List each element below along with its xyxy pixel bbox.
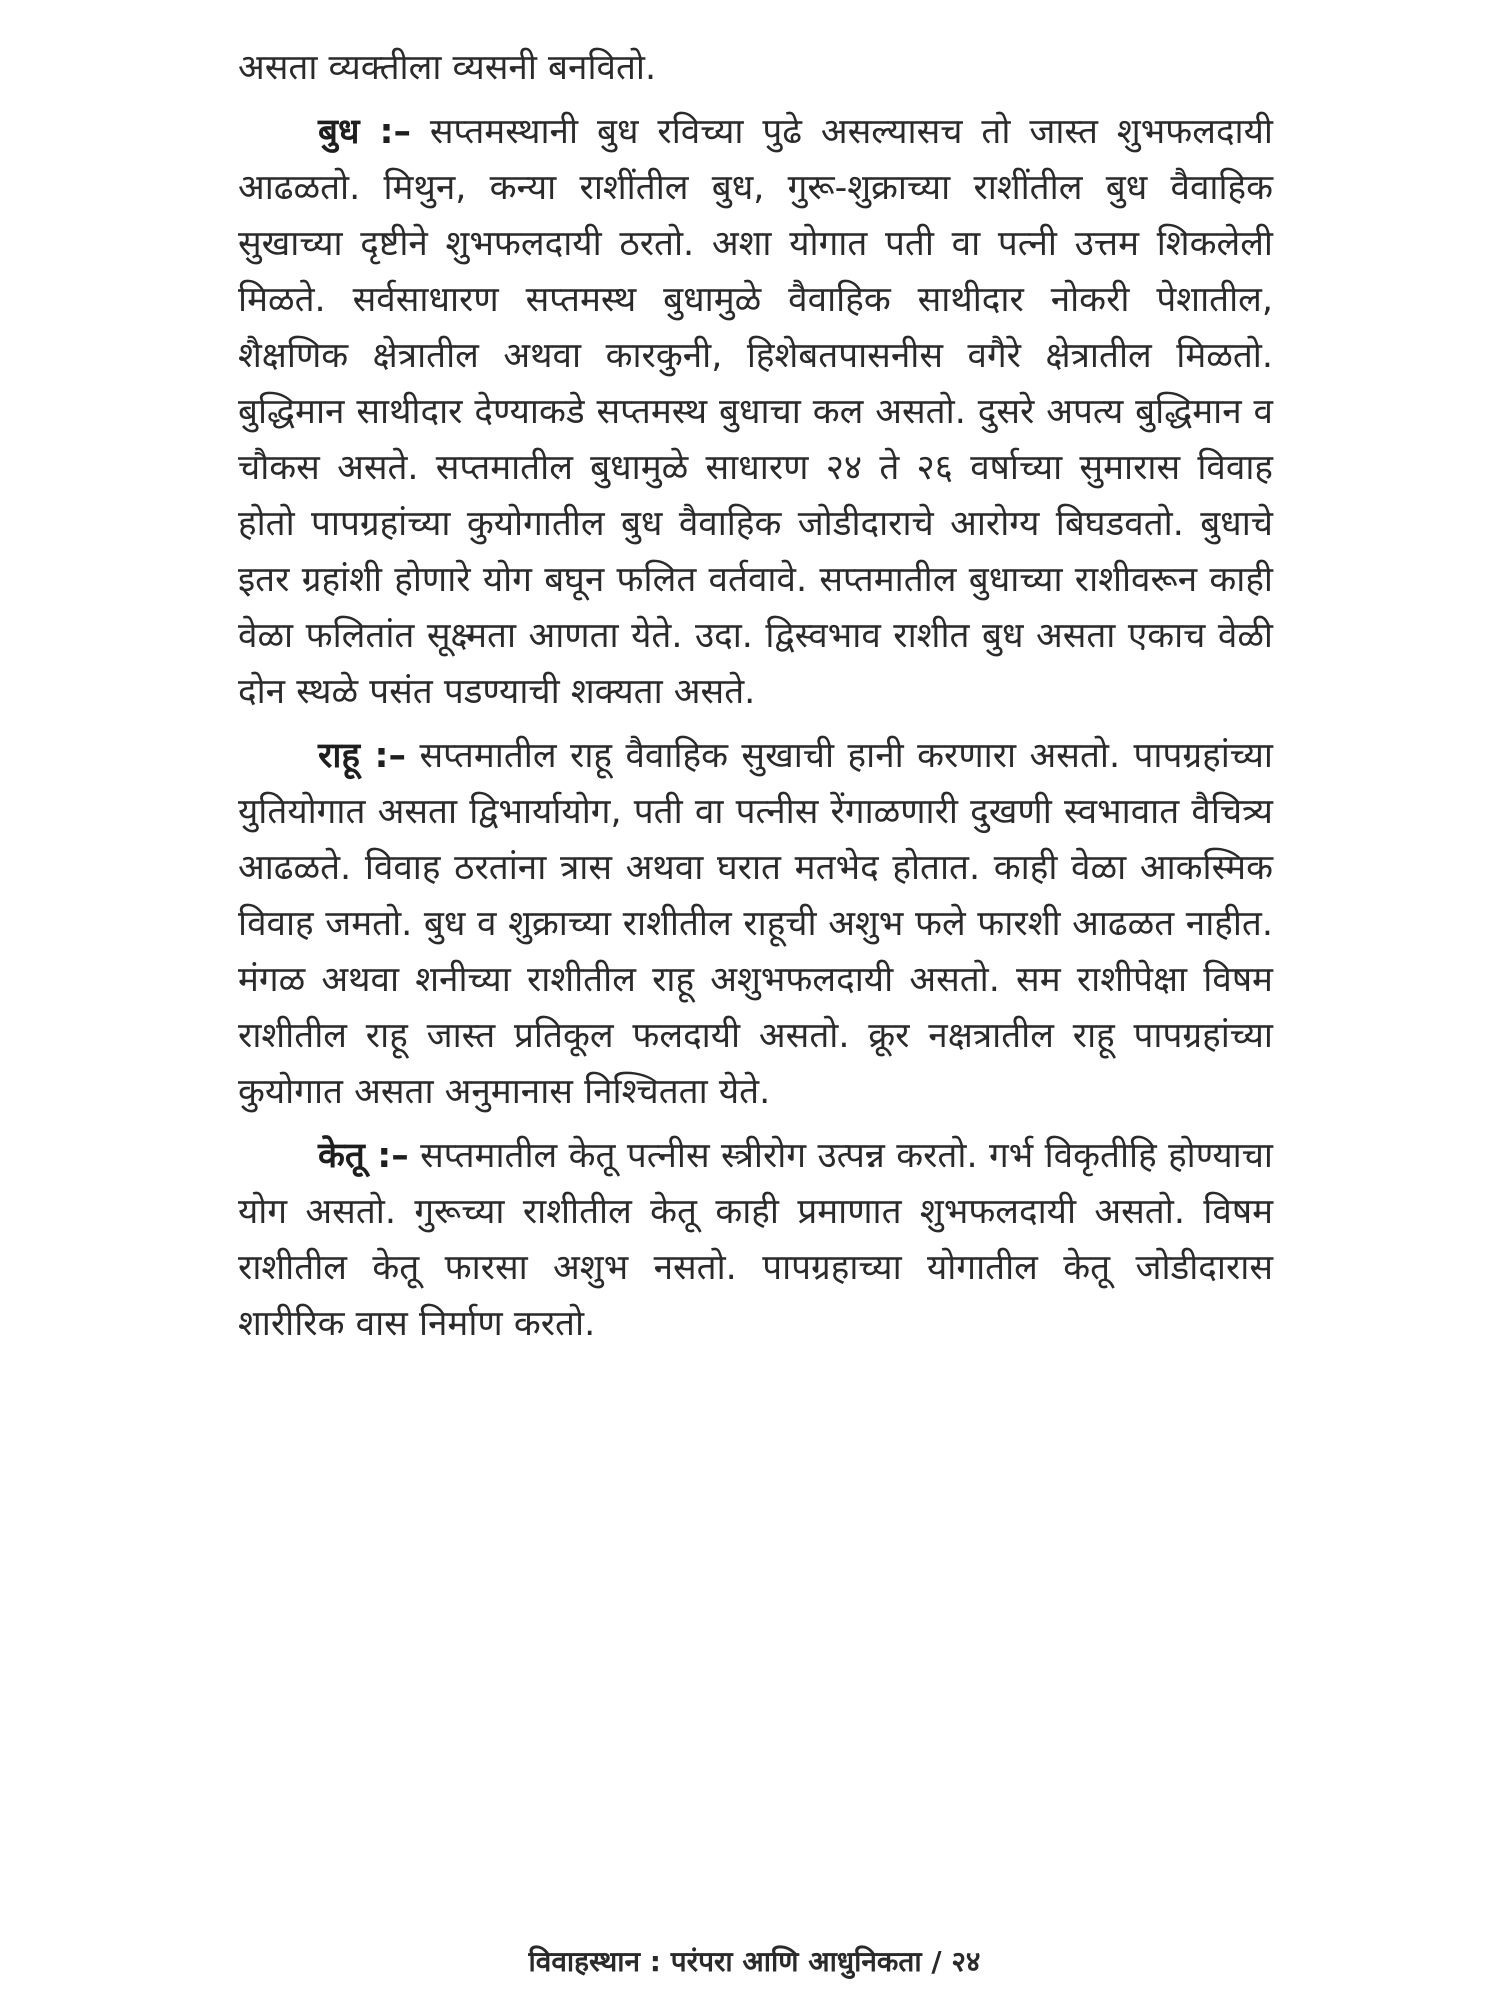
paragraph-text: सप्तमातील राहू वैवाहिक सुखाची हानी करणारा असतो. पापग्रहांच्या युतियोगात असता द्विभार्यायोग, पती वा पत्नीस रेंगाळणारी दुखणी स्वभावात वैचित्र्य आढळते. विवाह ठरतांना त्रास अथवा घरात मतभेद होतात. काही वेळा आकस्मिक विवाह जमतो. बुध व शुक्राच्या राशीतील राहूची अशुभ फले फारशी आढळत नाहीत. मंगळ अथवा शनीच्या राशीतील राहू अशुभफलदायी असतो. सम राशीपेक्षा विषम राशीतील राहू जास्त प्रतिकूल फलदायी असतो. क्रूर नक्षत्रातील राहू पापग्रहांच्या कुयोगात असता अनुमानास निश्चितता येते. (238, 736, 1273, 1112)
paragraph-text: सप्तमस्थानी बुध रविच्या पुढे असल्यासच तो जास्त शुभफलदायी आढळतो. मिथुन, कन्या राशींतील बुध, गुरू-शुक्राच्या राशींतील बुध वैवाहिक सुखाच्या दृष्टीने शुभफलदायी ठरतो. अशा योगात पती वा पत्नी उत्तम शिकलेली मिळते. सर्वसाधारण सप्तमस्थ बुधामुळे वैवाहिक साथीदार नोकरी पेशातील, शैक्षणिक क्षेत्रातील अथवा कारकुनी, हिशेबतपासनीस वगैरे क्षेत्रातील मिळतो. बुद्धिमान साथीदार देण्याकडे सप्तमस्थ बुधाचा कल असतो. दुसरे अपत्य बुद्धिमान व चौकस असते. सप्तमातील बुधामुळे साधारण २४ ते २६ वर्षाच्या सुमारास विवाह होतो पापग्रहांच्या कुयोगातील बुध वैवाहिक जोडीदाराचे आरोग्य बिघडवतो. बुधाचे इतर ग्रहांशी होणारे योग बघून फलित वर्तवावे. सप्तमातील बुधाच्या राशीवरून काही वेळा फलितांत सूक्ष्मता आणता येते. उदा. द्विस्वभाव राशीत बुध असता एकाच वेळी दोन स्थळे पसंत पडण्याची शक्यता असते. (238, 112, 1273, 712)
paragraph-text: सप्तमातील केतू पत्नीस स्त्रीरोग उत्पन्न करतो. गर्भ विकृतीहि होण्याचा योग असतो. गुरूच्या राशीतील केतू काही प्रमाणात शुभफलदायी असतो. विषम राशीतील केतू फारसा अशुभ नसतो. पापग्रहाच्या योगातील केतू जोडीदारास शारीरिक वास निर्माण करतो. (238, 1136, 1273, 1344)
paragraph-budh (238, 104, 1273, 720)
paragraph-ketu (238, 1128, 1273, 1352)
body-text (238, 40, 1273, 1360)
paragraph-heading: राहू :– (318, 736, 406, 776)
page-footer: विवाहस्थान : परंपरा आणि आधुनिकता / २४ (528, 1945, 981, 1978)
paragraph-continuation (238, 40, 1273, 96)
paragraph-heading: केतू :– (318, 1136, 409, 1176)
paragraph-heading: बुध :– (318, 112, 411, 152)
paragraph-rahu (238, 728, 1273, 1120)
paragraph-text: असता व्यक्तीला व्यसनी बनवितो. (238, 48, 657, 88)
